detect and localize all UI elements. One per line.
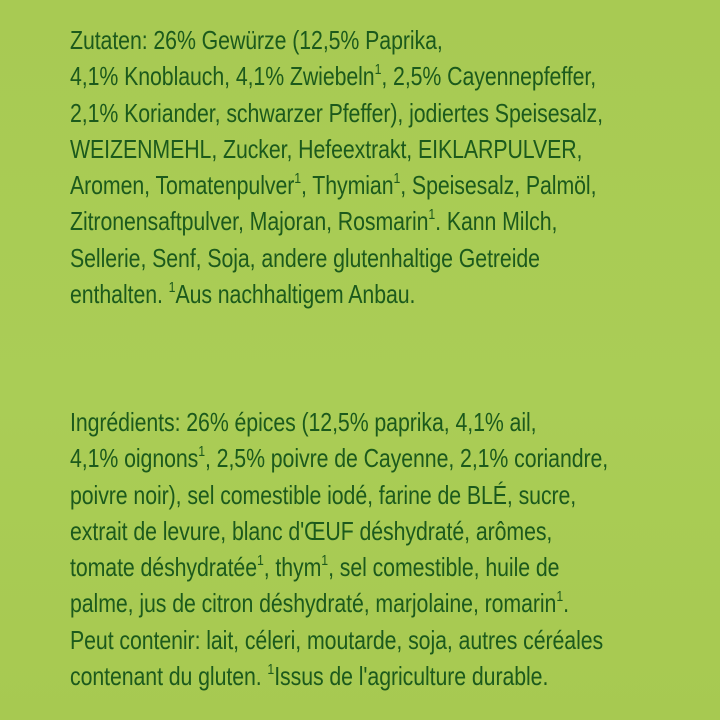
footnote-marker: 1 xyxy=(393,170,401,188)
ingredient-text: Zutaten: 26% Gewürze (12,5% Paprika, xyxy=(70,25,443,55)
footnote-marker: 1 xyxy=(168,279,176,297)
ingredient-text: . xyxy=(563,588,569,619)
ingredient-text: Peut contenir: lait, céleri, moutarde, soja, autres céréales xyxy=(70,624,604,655)
ingredient-text: , thym xyxy=(263,552,322,583)
ingredient-text: , sel comestible, huile de xyxy=(328,552,560,583)
footnote-marker: 1 xyxy=(294,170,301,188)
ingredient-line xyxy=(70,58,597,94)
ingredient-line xyxy=(70,276,578,312)
ingredient-text: 4,1% oignons xyxy=(70,443,199,474)
ingredient-line xyxy=(70,131,583,167)
ingredient-line xyxy=(70,440,609,476)
ingredient-line xyxy=(70,240,578,276)
ingredient-line xyxy=(70,549,578,585)
ingredient-line xyxy=(70,203,578,239)
ingredient-text: tomate déshydratée xyxy=(70,552,257,583)
ingredient-text: Issus de l'agriculture durable. xyxy=(274,661,549,692)
ingredient-text: Zitronensaftpulver, Majoran, Rosmarin xyxy=(70,206,429,237)
ingredients-french xyxy=(70,404,609,694)
ingredient-line xyxy=(70,22,578,58)
ingredient-text: poivre noir), sel comestible iodé, farine de BLÉ, sucre, xyxy=(70,479,577,510)
ingredient-text: 4,1% Knoblauch, 4,1% Zwiebeln xyxy=(70,61,375,92)
ingredient-line xyxy=(70,658,578,694)
footnote-marker: 1 xyxy=(428,206,436,224)
ingredient-text: 2,1% Koriander, schwarzer Pfeffer), jodiertes Speisesalz, xyxy=(70,97,603,128)
ingredient-text: contenant du gluten. xyxy=(70,661,268,692)
footnote-marker: 1 xyxy=(556,588,564,606)
ingredient-text: enthalten. xyxy=(70,279,169,310)
ingredient-text: extrait de levure, blanc d'ŒUF déshydraté, arômes, xyxy=(70,515,553,546)
ingredient-text: Aromen, Tomatenpulver xyxy=(70,170,295,201)
ingredient-line xyxy=(70,585,578,621)
footnote-marker: 1 xyxy=(374,61,382,79)
ingredient-text: , Speisesalz, Palmöl, xyxy=(400,170,597,201)
ingredient-text: Aus nachhaltigem Anbau. xyxy=(175,279,416,310)
ingredient-text: . Kann Milch, xyxy=(435,206,558,237)
ingredient-text: , 2,5% Cayennepfeffer, xyxy=(381,61,597,92)
ingredient-text: , 2,5% poivre de Cayenne, 2,1% coriandre, xyxy=(204,443,609,474)
ingredient-text: WEIZENMEHL, Zucker, Hefeextrakt, EIKLARPULVER, xyxy=(70,133,583,164)
ingredient-line xyxy=(70,622,604,658)
ingredient-text: Sellerie, Senf, Soja, andere glutenhaltige Getreide xyxy=(70,242,540,273)
ingredient-line xyxy=(70,513,578,549)
ingredient-line xyxy=(70,404,578,440)
ingredient-text: palme, jus de citron déshydraté, marjolaine, romarin xyxy=(70,588,557,619)
ingredient-line xyxy=(70,167,597,203)
footnote-marker: 1 xyxy=(321,552,329,570)
ingredient-line xyxy=(70,477,578,513)
footnote-marker: 1 xyxy=(256,552,264,570)
footnote-marker: 1 xyxy=(198,443,205,461)
footnote-marker: 1 xyxy=(267,661,275,679)
ingredients-german xyxy=(70,22,603,312)
ingredient-text: Ingrédients: 26% épices (12,5% paprika, 4,1% ail, xyxy=(70,407,537,437)
ingredient-text: , Thymian xyxy=(300,170,394,201)
ingredient-line xyxy=(70,95,603,131)
